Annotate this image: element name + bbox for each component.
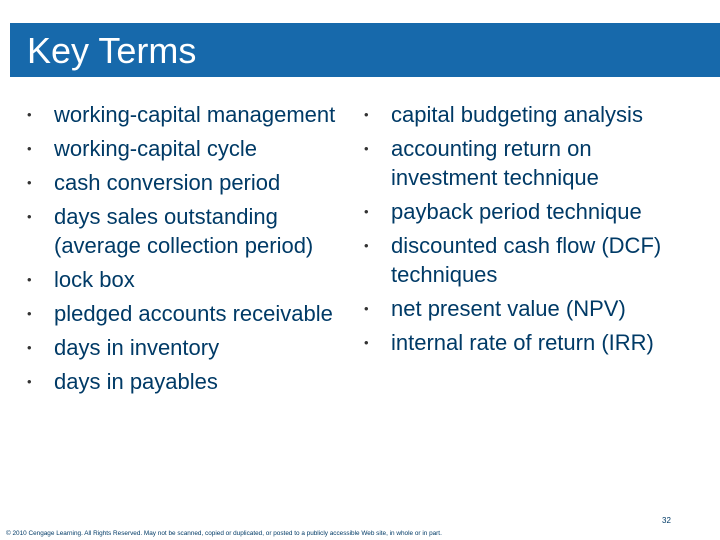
list-item xyxy=(364,134,684,192)
term-text: internal rate of return (IRR) xyxy=(391,330,654,355)
bullet-icon: • xyxy=(27,306,32,321)
list-item xyxy=(364,100,684,129)
left-term-list xyxy=(27,100,347,401)
right-term-list xyxy=(364,100,684,362)
bullet-icon: • xyxy=(364,107,369,122)
bullet-icon: • xyxy=(364,335,369,350)
list-item xyxy=(27,100,347,129)
bullet-icon: • xyxy=(364,204,369,219)
bullet-icon: • xyxy=(27,272,32,287)
list-item xyxy=(27,367,347,396)
page-number: 32 xyxy=(662,516,671,525)
list-item xyxy=(27,299,347,328)
list-item xyxy=(27,134,347,163)
term-text: lock box xyxy=(54,267,135,292)
list-item xyxy=(364,197,684,226)
title-bar xyxy=(10,23,720,77)
bullet-icon: • xyxy=(27,340,32,355)
term-text: pledged accounts receivable xyxy=(54,301,333,326)
bullet-icon: • xyxy=(364,141,369,156)
bullet-icon: • xyxy=(27,141,32,156)
list-item xyxy=(27,333,347,362)
list-item xyxy=(364,231,684,289)
bullet-icon: • xyxy=(27,175,32,190)
list-item xyxy=(27,202,347,260)
term-text: cash conversion period xyxy=(54,170,281,195)
term-text: working-capital cycle xyxy=(54,136,257,161)
term-text: days sales outstanding (average collection period) xyxy=(54,204,314,258)
bullet-icon: • xyxy=(364,301,369,316)
bullet-icon: • xyxy=(27,374,32,389)
list-item xyxy=(364,328,684,357)
bullet-icon: • xyxy=(27,209,32,224)
copyright-notice: © 2010 Cengage Learning. All Rights Reserved. May not be scanned, copied or duplicated, or posted to a publicly accessible Web site, in whole or in part. xyxy=(6,530,442,537)
term-text: days in payables xyxy=(54,369,218,394)
term-text: days in inventory xyxy=(54,335,220,360)
slide-title: Key Terms xyxy=(27,30,197,71)
term-text: payback period technique xyxy=(391,199,642,224)
term-text: accounting return on investment technique xyxy=(391,136,599,190)
list-item xyxy=(27,168,347,197)
list-item xyxy=(27,265,347,294)
term-text: working-capital management xyxy=(54,102,336,127)
list-item xyxy=(364,294,684,323)
bullet-icon: • xyxy=(364,238,369,253)
term-text: capital budgeting analysis xyxy=(391,102,643,127)
term-text: net present value (NPV) xyxy=(391,296,626,321)
term-text: discounted cash flow (DCF) techniques xyxy=(391,233,662,287)
bullet-icon: • xyxy=(27,107,32,122)
